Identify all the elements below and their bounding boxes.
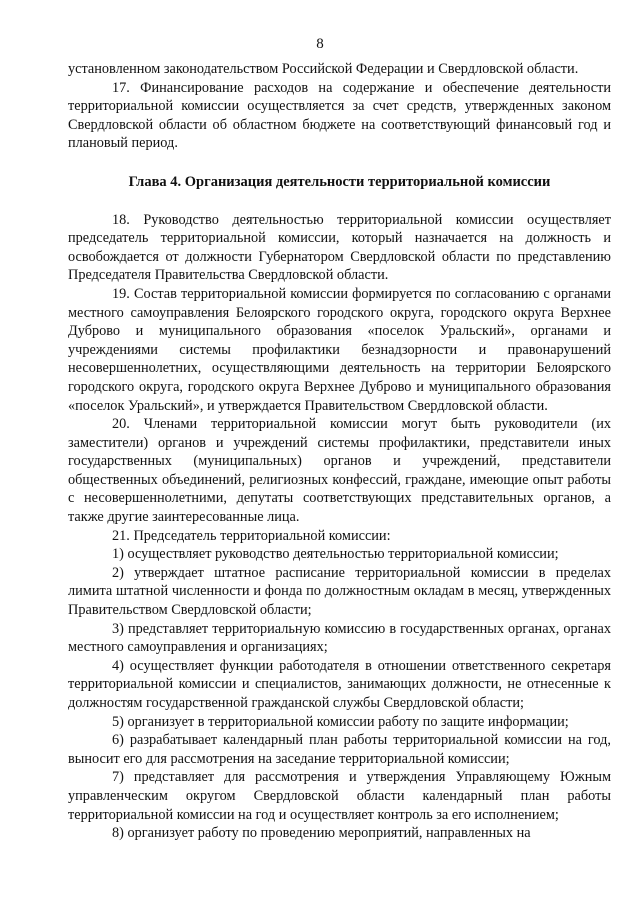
list-item-2: 2) утверждает штатное расписание территориальной комиссии в пределах лимита штатной численности и фонда по должностным окладам в месяц, утвержденных Правительством Свердловской области; [68,564,611,619]
list-item-6: 6) разрабатывает календарный план работы территориальной комиссии на год, выносит его для рассмотрения на заседание территориальной комиссии; [68,732,611,767]
list-item-8: 8) организует работу по проведению мероприятий, направленных на [112,825,531,842]
paragraph-continuation: установленном законодательством Российской Федерации и Свердловской области. [68,61,579,77]
paragraph-21: 21. Председатель территориальной комиссии: [112,527,391,544]
list-item-4: 4) осуществляет функции работодателя в отношении ответственного секретаря территориальной комиссии и специалистов, занимающих должности, не отнесенные к должностям государственной гражданской службы Свердловской области; [68,657,611,711]
paragraph-20: 20. Членами территориальной комиссии могут быть руководители (их заместители) органов и учреждений системы профилактики, представители иных государственных (муниципальных) органов и учреждений, представители общественных объединений, религиозных конфессий, граждане, имеющие опыт работы с несовершеннолетними, депутаты соответствующих представительных органов, а также другие заинтересованные лица. [68,416,611,526]
chapter-title: Глава 4. Организация деятельности территориальной комиссии [128,173,551,190]
page-number: 8 [316,36,324,52]
list-item-5: 5) организует в территориальной комиссии работу по защите информации; [112,713,569,730]
document-body [68,60,611,843]
list-item-7: 7) представляет для рассмотрения и утверждения Управляющему Южным управленческим округом Свердловской области календарный план работы территориальной комиссии на год и осуществляет контроль за его исполнением; [68,769,611,823]
paragraph-17: 17. Финансирование расходов на содержание и обеспечение деятельности территориальной комиссии осуществляется за счет средств, утвержденных законом Свердловской области об областном бюджете на соответствующий финансовый год и плановый период. [68,79,611,152]
paragraph-19: 19. Состав территориальной комиссии формируется по согласованию с органами местного самоуправления Белоярского городского округа, городского округа Верхнее Дуброво и муниципального образования «поселок Уральский», органами и учреждениями системы профилактики безнадзорности и правонарушений несовершеннолетних, осуществляющими деятельность на территории Белоярского городского округа, городского округа Верхнее Дуброво и муниципального образования «поселок Уральский», и утверждается Правительством Свердловской области. [68,285,611,414]
paragraph-18: 18. Руководство деятельностью территориальной комиссии осуществляет председатель территориальной комиссии, который назначается на должность и освобождается от должности Губернатором Свердловской области по представлению Председателя Правительства Свердловской области. [68,211,611,284]
list-item-1: 1) осуществляет руководство деятельностью территориальной комиссии; [112,546,559,563]
list-item-3: 3) представляет территориальную комиссию в государственных органах, органах местного самоуправления и организациях; [68,620,611,656]
